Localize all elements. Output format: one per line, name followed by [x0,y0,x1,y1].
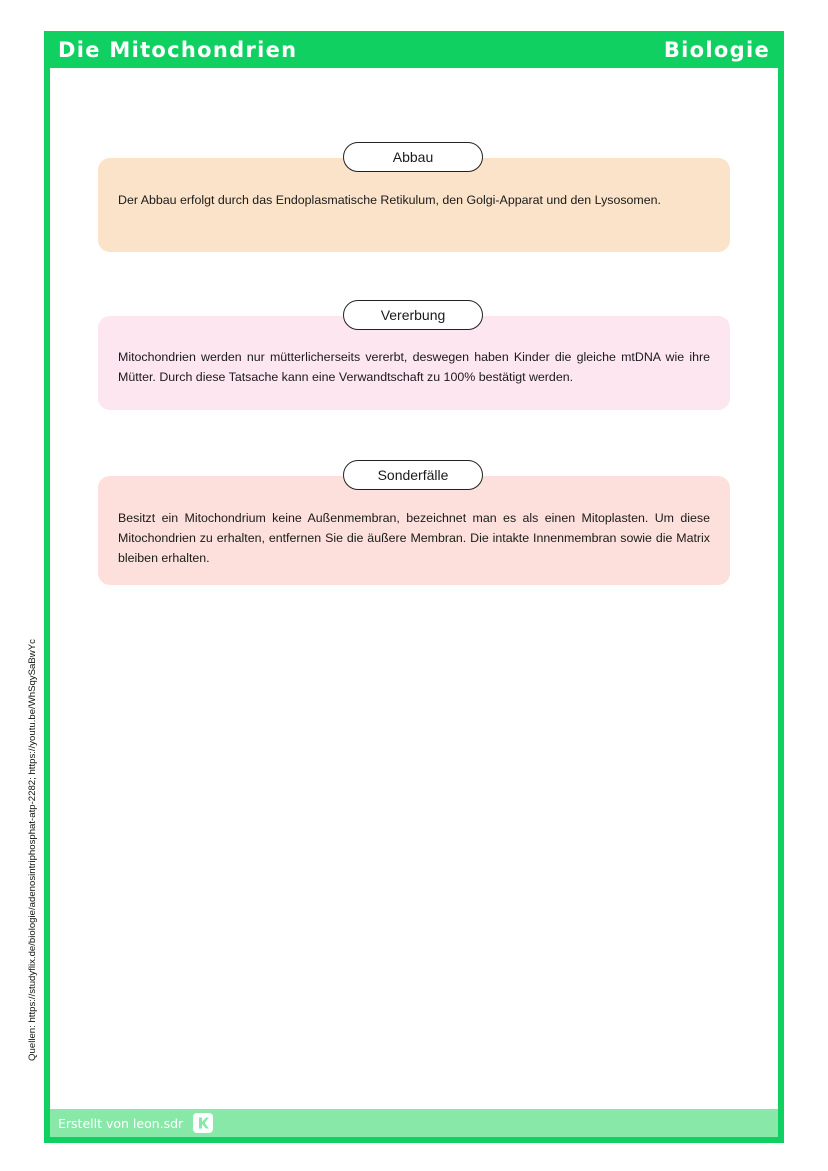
section-abbau [98,142,730,254]
section-box [98,158,730,252]
section-sonderfaelle [98,460,730,588]
section-heading-pill: Vererbung [343,300,483,330]
section-heading-pill: Abbau [343,142,483,172]
source-note: Quellen: https://studyflix.de/biologie/adenosintriphosphat-atp-2282; https://youtu.be/WhSqySaBwYc [27,639,38,1061]
section-heading-pill: Sonderfälle [343,460,483,490]
header-bar [44,31,784,68]
section-text: Der Abbau erfolgt durch das Endoplasmatische Retikulum, den Golgi-Apparat und den Lysosomen. [118,193,661,207]
section-box [98,476,730,585]
subject-label: Biologie [663,37,770,62]
k-logo-glyph [196,1116,210,1130]
section-text: Besitzt ein Mitochondrium keine Außenmembran, bezeichnet man es als einen Mitoplasten. Um diese Mitochondrien zu erhalten, entfernen Sie die äußere Membran. Die intakte Innenmembran sowie die Matrix bleiben erhalten. [118,511,710,565]
section-box [98,316,730,410]
section-text: Mitochondrien werden nur mütterlicherseits vererbt, deswegen haben Kinder die gleiche mtDNA wie ihre Mütter. Durch diese Tatsache kann eine Verwandtschaft zu 100% bestätigt werden. [118,350,710,384]
footer-credit: Erstellt von leon.sdr [58,1115,184,1131]
page-title: Die Mitochondrien [58,37,298,62]
footer-bar [50,1109,778,1137]
section-vererbung [98,300,730,412]
k-logo-icon [193,1113,213,1133]
